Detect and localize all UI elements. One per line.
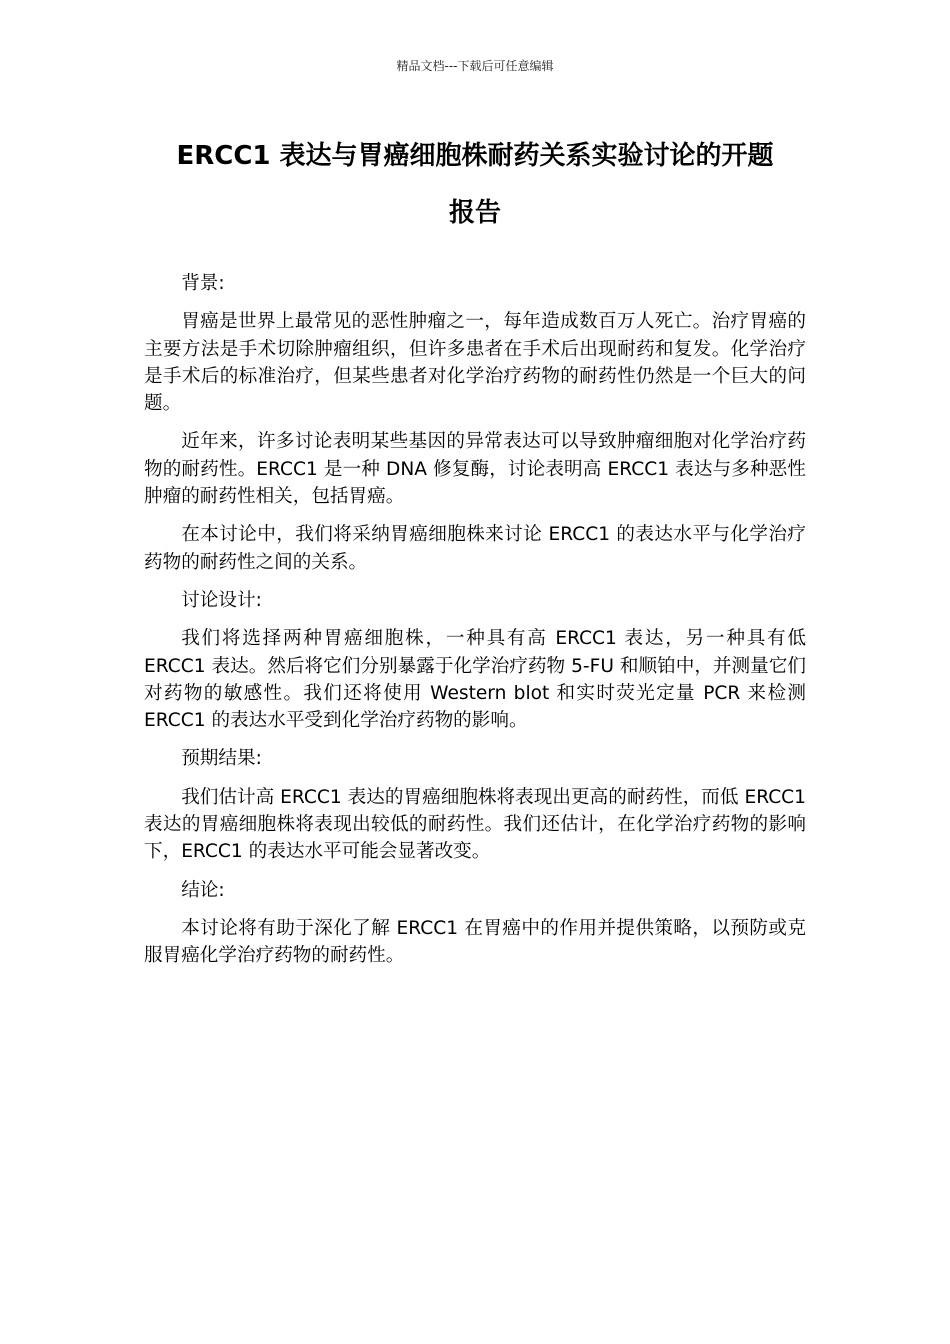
document-title-line-2: 报告 xyxy=(448,198,501,228)
background-heading: 背景: xyxy=(181,273,225,294)
results-heading: 预期结果: xyxy=(181,748,262,770)
design-heading: 讨论设计: xyxy=(181,589,262,611)
background-paragraph-3: 在本讨论中，我们将采纳胃癌细胞株来讨论 ERCC1 的表达水平与化学治疗药物的耐药性之间的关系。 xyxy=(144,524,806,573)
document-title-line-1: ERCC1 表达与胃癌细胞株耐药关系实验讨论的开题 xyxy=(176,141,774,171)
conclusion-heading: 结论: xyxy=(181,879,225,901)
conclusion-paragraph: 本讨论将有助于深化了解 ERCC1 在胃癌中的作用并提供策略，以预防或克服胃癌化学治疗药物的耐药性。 xyxy=(144,917,806,967)
page-header-note: 精品文档---下载后可任意编辑 xyxy=(396,59,554,73)
results-paragraph: 我们估计高 ERCC1 表达的胃癌细胞株将表现出更高的耐药性，而低 ERCC1 表达的胃癌细胞株将表现出较低的耐药性。我们还估计，在化学治疗药物的影响下，ERCC1 的表达水平可能会显著改变。 xyxy=(144,786,806,863)
background-paragraph-2: 近年来，许多讨论表明某些基因的异常表达可以导致肿瘤细胞对化学治疗药物的耐药性。ERCC1 是一种 DNA 修复酶，讨论表明高 ERCC1 表达与多种恶性肿瘤的耐药性相关，包括胃癌。 xyxy=(144,431,806,508)
document-body xyxy=(144,270,806,981)
background-paragraph-1: 胃癌是世界上最常见的恶性肿瘤之一，每年造成数百万人死亡。治疗胃癌的主要方法是手术切除肿瘤组织，但许多患者在手术后出现耐药和复发。化学治疗是手术后的标准治疗，但某些患者对化学治疗药物的耐药性仍然是一个巨大的问题。 xyxy=(144,311,806,415)
design-paragraph: 我们将选择两种胃癌细胞株，一种具有高 ERCC1 表达，另一种具有低 ERCC1 表达。然后将它们分别暴露于化学治疗药物 5-FU 和顺铂中，并测量它们对药物的敏感性。我们还将使用 Western blot 和实时荧光定量 PCR 来检测 ERCC1 的表达水平受到化学治疗药物的影响。 xyxy=(144,628,806,732)
